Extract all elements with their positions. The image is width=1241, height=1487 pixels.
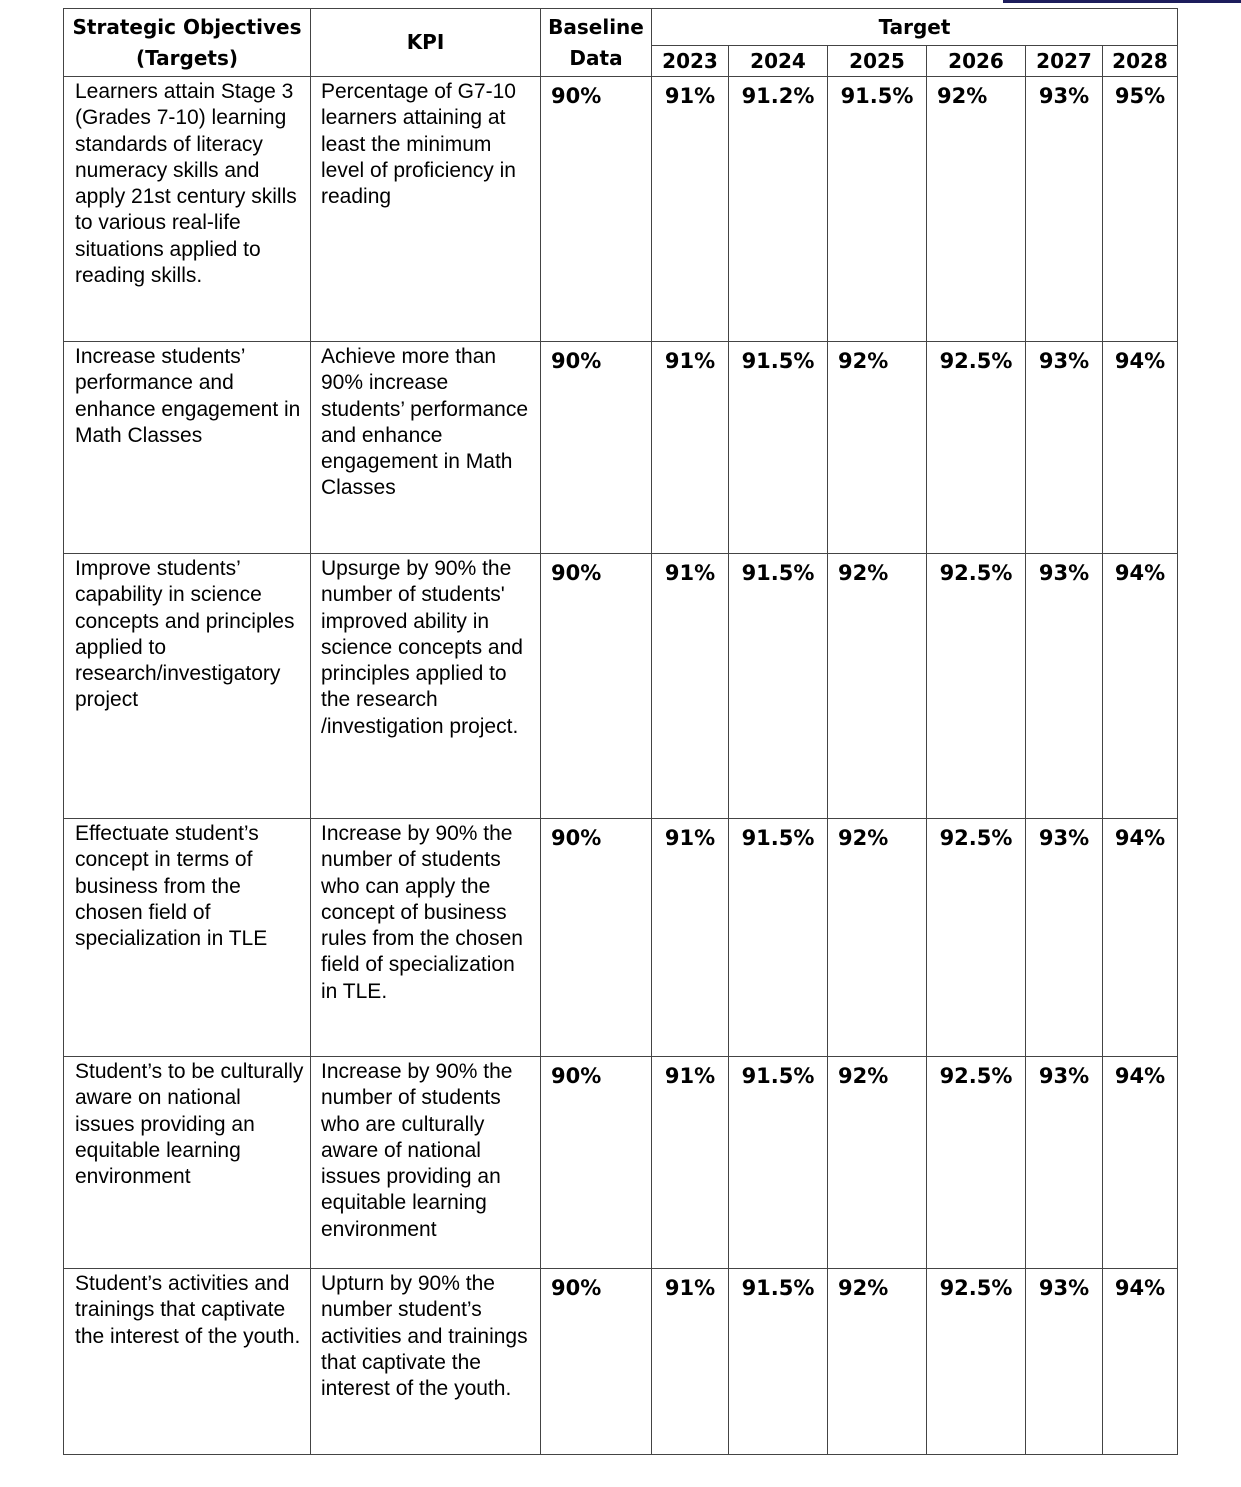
target-2026-cell: 92.5% (927, 819, 1026, 1057)
target-2023-cell: 91% (652, 1269, 729, 1455)
target-2026-cell: 92.5% (927, 1057, 1026, 1269)
target-2027-cell: 93% (1026, 1269, 1103, 1455)
target-2025-cell: 92% (828, 342, 927, 554)
target-2023-cell: 91% (652, 342, 729, 554)
table-row (64, 342, 1178, 554)
target-2027-cell: 93% (1026, 342, 1103, 554)
target-2025-cell: 91.5% (828, 77, 927, 342)
target-2026-cell: 92.5% (927, 554, 1026, 819)
target-2028-cell: 94% (1103, 554, 1178, 819)
target-2023-cell: 91% (652, 1057, 729, 1269)
target-2026-cell: 92.5% (927, 342, 1026, 554)
target-2027-cell: 93% (1026, 554, 1103, 819)
target-2025-cell: 92% (828, 1269, 927, 1455)
target-2025-cell: 92% (828, 819, 927, 1057)
header-kpi: KPI (311, 9, 541, 77)
target-2024-cell: 91.5% (729, 554, 828, 819)
target-2024-cell: 91.2% (729, 77, 828, 342)
baseline-cell: 90% (541, 77, 652, 342)
table-row (64, 554, 1178, 819)
target-2027-cell: 93% (1026, 77, 1103, 342)
target-2026-cell: 92% (927, 77, 1026, 342)
table-row (64, 819, 1178, 1057)
header-year-2024: 2024 (729, 46, 828, 77)
target-2027-cell: 93% (1026, 819, 1103, 1057)
header-target: Target (652, 9, 1178, 46)
kpi-cell: Upturn by 90% the number student’s activities and trainings that captivate the interest of the youth. (311, 1269, 541, 1455)
target-2024-cell: 91.5% (729, 1057, 828, 1269)
baseline-cell: 90% (541, 342, 652, 554)
table-row (64, 77, 1178, 342)
header-objectives: Strategic Objectives (Targets) (64, 9, 311, 77)
objective-cell: Increase students’ performance and enhance engagement in Math Classes (64, 342, 311, 554)
objective-cell: Effectuate student’s concept in terms of business from the chosen field of specialization in TLE (64, 819, 311, 1057)
target-2024-cell: 91.5% (729, 342, 828, 554)
objective-cell: Student’s activities and trainings that captivate the interest of the youth. (64, 1269, 311, 1455)
kpi-cell: Percentage of G7-10 learners attaining at least the minimum level of proficiency in reading (311, 77, 541, 342)
objective-cell: Improve students’ capability in science concepts and principles applied to research/investigatory project (64, 554, 311, 819)
header-year-2025: 2025 (828, 46, 927, 77)
strategic-objectives-table (63, 8, 1178, 1455)
header-year-2028: 2028 (1103, 46, 1178, 77)
kpi-cell: Upsurge by 90% the number of students' improved ability in science concepts and principles applied to the research /investigation project. (311, 554, 541, 819)
baseline-cell: 90% (541, 819, 652, 1057)
header-baseline: Baseline Data (541, 9, 652, 77)
target-2024-cell: 91.5% (729, 1269, 828, 1455)
target-2027-cell: 93% (1026, 1057, 1103, 1269)
target-2026-cell: 92.5% (927, 1269, 1026, 1455)
target-2028-cell: 94% (1103, 342, 1178, 554)
target-2028-cell: 94% (1103, 1057, 1178, 1269)
table-row (64, 1057, 1178, 1269)
objective-cell: Learners attain Stage 3 (Grades 7-10) learning standards of literacy numeracy skills and apply 21st century skills to various real-life situations applied to reading skills. (64, 77, 311, 342)
baseline-cell: 90% (541, 554, 652, 819)
kpi-cell: Achieve more than 90% increase students’ performance and enhance engagement in Math Classes (311, 342, 541, 554)
kpi-cell: Increase by 90% the number of students who can apply the concept of business rules from the chosen field of specialization in TLE. (311, 819, 541, 1057)
kpi-cell: Increase by 90% the number of students who are culturally aware of national issues providing an equitable learning environment (311, 1057, 541, 1269)
target-2025-cell: 92% (828, 1057, 927, 1269)
table-row (64, 1269, 1178, 1455)
header-year-2027: 2027 (1026, 46, 1103, 77)
baseline-cell: 90% (541, 1057, 652, 1269)
header-year-2023: 2023 (652, 46, 729, 77)
target-2023-cell: 91% (652, 819, 729, 1057)
objective-cell: Student’s to be culturally aware on national issues providing an equitable learning environment (64, 1057, 311, 1269)
target-2023-cell: 91% (652, 77, 729, 342)
target-2024-cell: 91.5% (729, 819, 828, 1057)
header-year-2026: 2026 (927, 46, 1026, 77)
target-2028-cell: 95% (1103, 77, 1178, 342)
baseline-cell: 90% (541, 1269, 652, 1455)
target-2028-cell: 94% (1103, 1269, 1178, 1455)
target-2028-cell: 94% (1103, 819, 1178, 1057)
top-decorative-line (1003, 0, 1241, 3)
target-2023-cell: 91% (652, 554, 729, 819)
target-2025-cell: 92% (828, 554, 927, 819)
